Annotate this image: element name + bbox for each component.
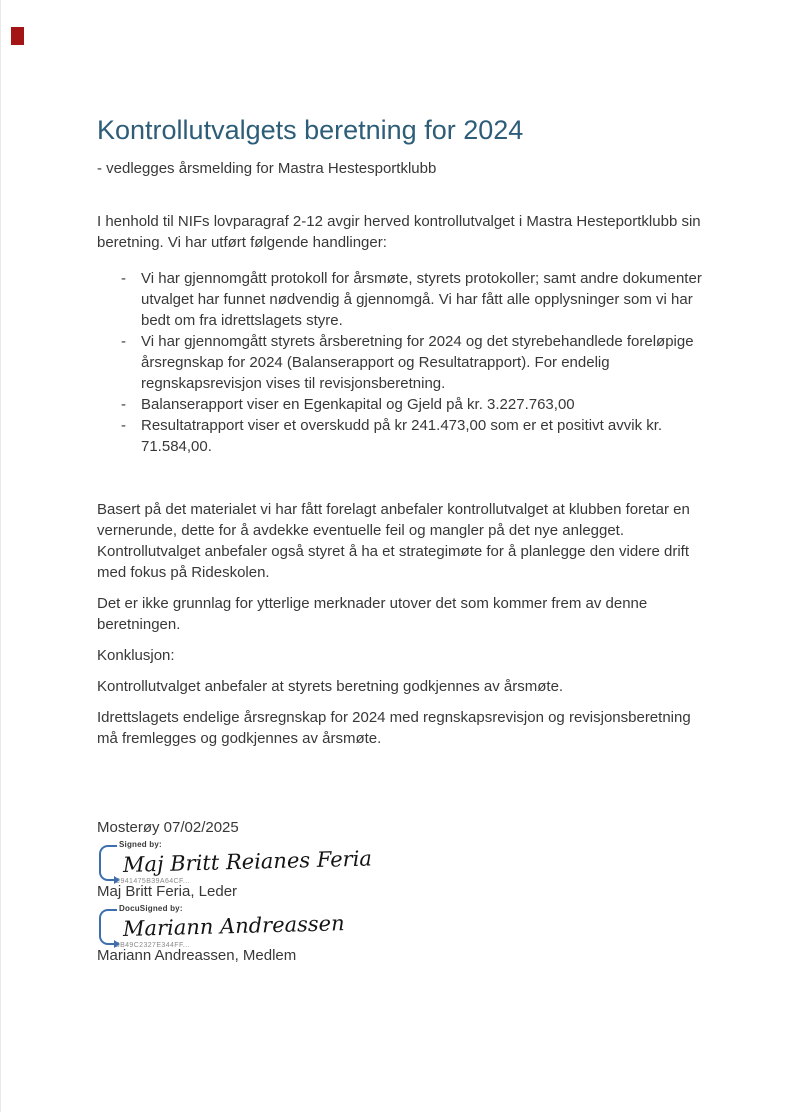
intro-paragraph: I henhold til NIFs lovparagraf 2-12 avgir herved kontrollutvalget i Mastra Hesteportklubb sin beretning. Vi har utført følgende handlinger: <box>97 213 701 252</box>
bullet-list <box>97 268 711 457</box>
bullet-marker: - <box>121 396 126 414</box>
signature-id-code: BB49C2327E344FF... <box>115 942 190 950</box>
bullet-marker: - <box>121 333 126 351</box>
page-title: Kontrollutvalgets beretning for 2024 <box>97 115 524 145</box>
bullet-marker: - <box>121 417 126 435</box>
signer-name-title: Mariann Andreassen, Medlem <box>97 947 297 965</box>
body-paragraph: Idrettslagets endelige årsregnskap for 2024 med regnskapsrevisjon og revisjonsberetning må fremlegges og godkjennes av årsmøte. <box>97 709 691 748</box>
signature-script: Mariann Andreassen <box>122 911 345 942</box>
list-item <box>121 331 711 394</box>
conclusion-heading: Konklusjon: <box>97 647 175 665</box>
red-corner-mark <box>11 27 24 45</box>
signature-script: Maj Britt Reianes Feria <box>122 846 373 878</box>
signature-label: Signed by: <box>119 840 162 850</box>
bullet-text: Resultatrapport viser et overskudd på kr 241.473,00 som er et positivt avvik kr. 71.584,00. <box>141 417 663 456</box>
bullet-text: Vi har gjennomgått protokoll for årsmøte, styrets protokoller; samt andre dokumenter utvalget har funnet nødvendig å gjennomgå. Vi har fått alle opplysninger som vi har bedt om fra idrettslagets styre. <box>141 270 702 330</box>
place-date: Mosterøy 07/02/2025 <box>97 819 239 837</box>
signer-name-title: Maj Britt Feria, Leder <box>97 883 238 901</box>
signature-block-leader <box>99 840 711 886</box>
signature-label: DocuSigned by: <box>119 904 183 914</box>
body-paragraph: Basert på det materialet vi har fått forelagt anbefaler kontrollutvalget at klubben foretar en vernerunde, dette for å avdekke eventuelle feil og mangler på det nye anlegget. Kontrollutvalget anbefaler også styret å ha et strategimøte for å planlegge den videre drift med fokus på Rideskolen. <box>97 501 690 582</box>
list-item <box>121 394 711 415</box>
body-paragraph: Kontrollutvalget anbefaler at styrets beretning godkjennes av årsmøte. <box>97 678 564 696</box>
bullet-marker: - <box>121 270 126 288</box>
bullet-text: Balanserapport viser en Egenkapital og Gjeld på kr. 3.227.763,00 <box>141 396 575 414</box>
page-subtitle: - vedlegges årsmelding for Mastra Hestesportklubb <box>97 160 437 178</box>
list-item <box>121 415 711 457</box>
signature-block-member <box>99 904 711 950</box>
signature-id-code: C941475B39A64CF... <box>115 878 190 886</box>
document-content <box>1 115 791 966</box>
docusign-bracket-icon <box>99 845 117 881</box>
body-paragraph: Det er ikke grunnlag for ytterlige merknader utover det som kommer frem av denne beretningen. <box>97 595 648 634</box>
docusign-bracket-icon <box>99 909 117 945</box>
list-item <box>121 268 711 331</box>
bullet-text: Vi har gjennomgått styrets årsberetning for 2024 og det styrebehandlede foreløpige årsregnskap for 2024 (Balanserapport og Resultatrapport). For endelig regnskapsrevisjon vises til revisjonsberetning. <box>141 333 694 393</box>
